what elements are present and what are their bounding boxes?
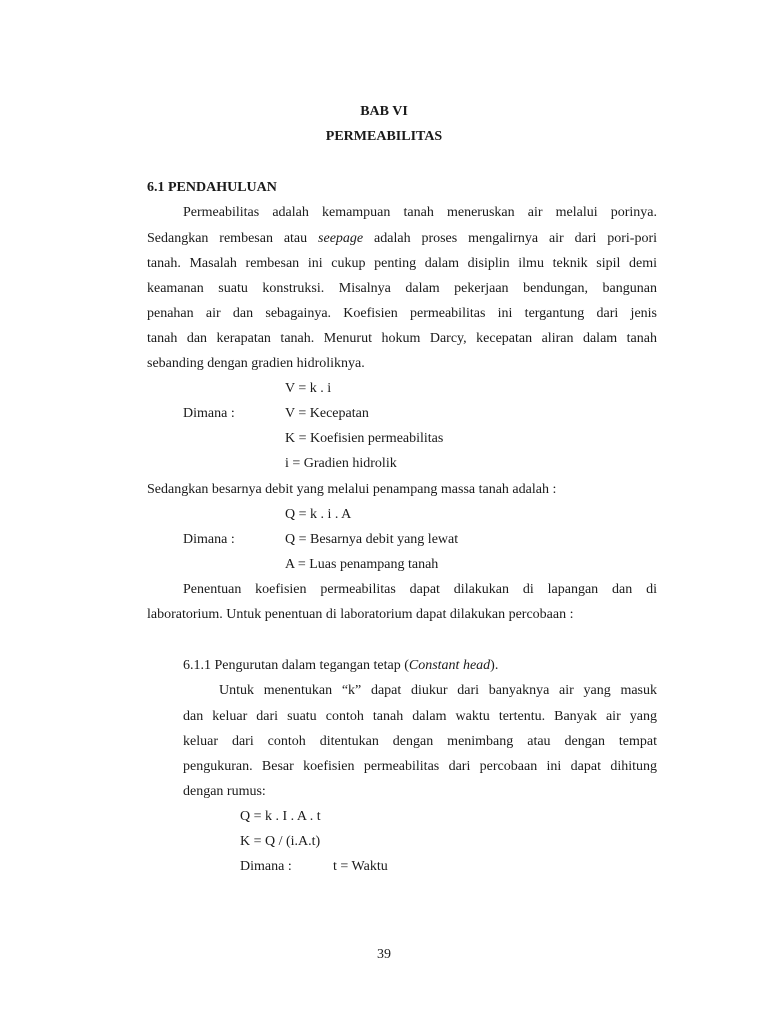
variable-definition: V = Kecepatan bbox=[285, 406, 369, 421]
text-run: adalah proses mengalirnya air dari pori-pori bbox=[374, 231, 658, 246]
text-line: keamanan suatu konstruksi. Misalnya dalam pekerjaan bendungan, bangunan bbox=[147, 281, 657, 296]
text-run: 6.1.1 Pengurutan dalam tegangan tetap ( bbox=[183, 658, 409, 673]
text-run: ). bbox=[490, 658, 499, 673]
text-line: tanah. Masalah rembesan ini cukup penting dalam disiplin ilmu teknik sipil demi bbox=[147, 256, 657, 271]
equation: V = k . i bbox=[285, 381, 332, 396]
page-number: 39 bbox=[377, 947, 391, 962]
paragraph-debit: Sedangkan besarnya debit yang melalui penampang massa tanah adalah : bbox=[147, 482, 557, 497]
variable-definition: i = Gradien hidrolik bbox=[285, 456, 397, 471]
text-line: sebanding dengan gradien hidroliknya. bbox=[147, 356, 365, 371]
dimana-label: Dimana : bbox=[183, 532, 235, 547]
text-line bbox=[147, 229, 657, 249]
section-heading: 6.1 PENDAHULUAN bbox=[147, 180, 277, 195]
dimana-label: Dimana : bbox=[240, 859, 292, 874]
text-line: Untuk menentukan “k” dapat diukur dari banyaknya air yang masuk bbox=[219, 683, 657, 698]
equation: Q = k . I . A . t bbox=[240, 809, 321, 824]
text-line: dan keluar dari suatu contoh tanah dalam waktu tertentu. Banyak air yang bbox=[183, 709, 657, 724]
text-line: laboratorium. Untuk penentuan di laboratorium dapat dilakukan percobaan : bbox=[147, 607, 574, 622]
emphasis-text: seepage bbox=[318, 231, 364, 246]
text-line: pengukuran. Besar koefisien permeabilitas dari percobaan ini dapat dihitung bbox=[183, 759, 657, 774]
text-line: Penentuan koefisien permeabilitas dapat dilakukan di lapangan dan di bbox=[183, 582, 657, 597]
dimana-label: Dimana : bbox=[183, 406, 235, 421]
variable-definition: t = Waktu bbox=[333, 859, 388, 874]
text-line: keluar dari contoh ditentukan dengan menimbang atau dengan tempat bbox=[183, 734, 657, 749]
chapter-label: BAB VI bbox=[360, 104, 408, 119]
text-line: penahan air dan sebagainya. Koefisien permeabilitas ini tergantung dari jenis bbox=[147, 306, 657, 321]
variable-definition: Q = Besarnya debit yang lewat bbox=[285, 532, 459, 547]
variable-definition: K = Koefisien permeabilitas bbox=[285, 431, 444, 446]
equation: K = Q / (i.A.t) bbox=[240, 834, 321, 849]
subsection-heading bbox=[183, 656, 498, 676]
variable-definition: A = Luas penampang tanah bbox=[285, 557, 439, 572]
text-run: Sedangkan rembesan atau bbox=[147, 231, 308, 246]
emphasis-text: Constant head bbox=[408, 658, 491, 673]
equation: Q = k . i . A bbox=[285, 507, 352, 522]
chapter-title: PERMEABILITAS bbox=[325, 129, 443, 144]
text-line: dengan rumus: bbox=[183, 784, 266, 799]
text-line: tanah dan kerapatan tanah. Menurut hokum Darcy, kecepatan aliran dalam tanah bbox=[147, 331, 657, 346]
text-line: Permeabilitas adalah kemampuan tanah meneruskan air melalui porinya. bbox=[183, 205, 657, 220]
